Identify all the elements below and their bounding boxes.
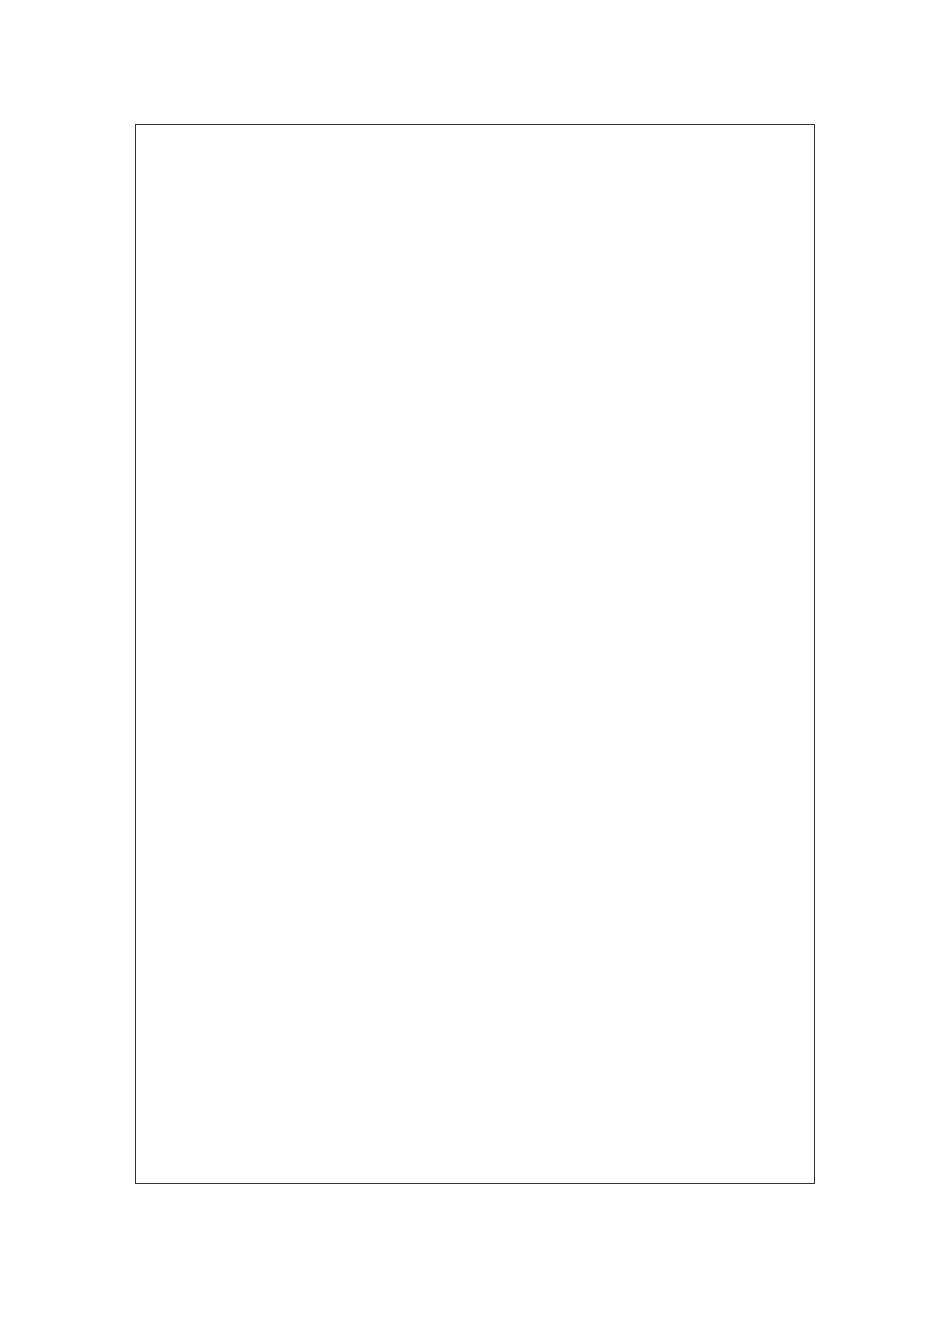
questionnaire-frame	[135, 124, 815, 1184]
